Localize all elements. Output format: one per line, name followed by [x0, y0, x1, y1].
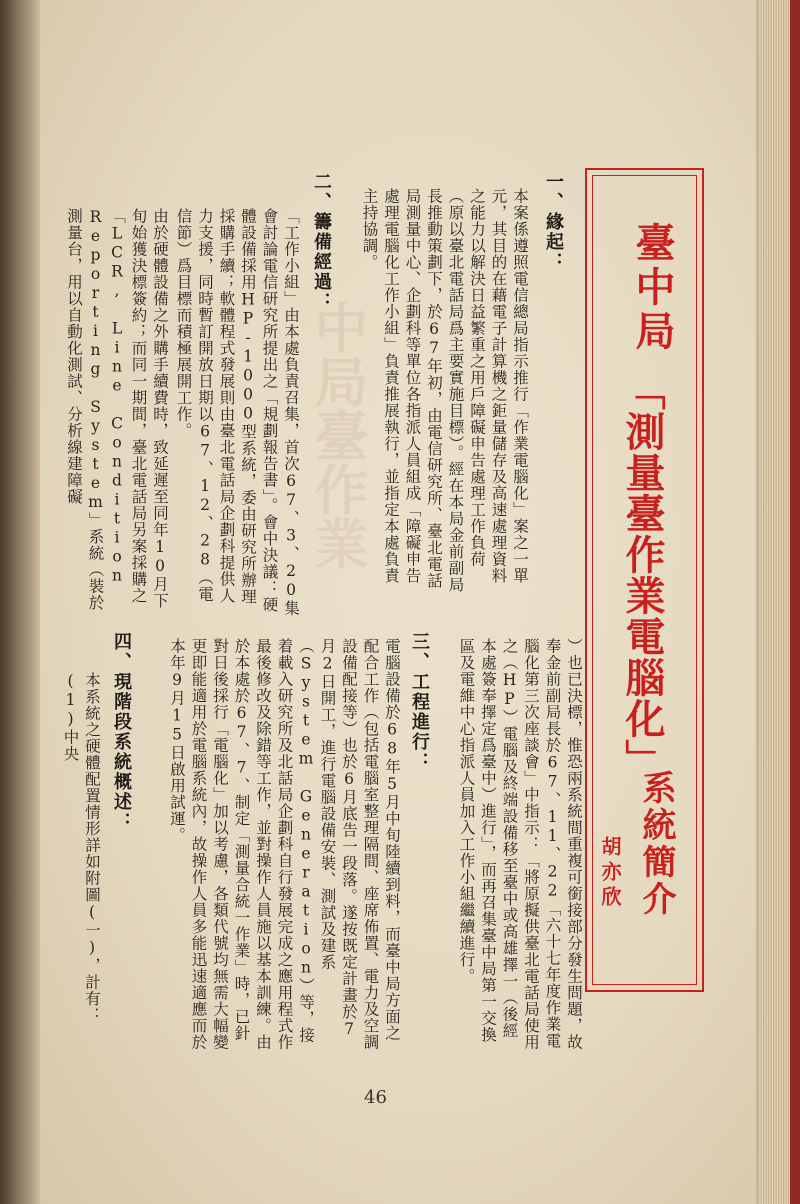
section-4-text: 本系統之硬體配置情形詳如附圖(一)，計有：(1)中央 [61, 672, 101, 1024]
heading-4: 四、現階段系統概述： [111, 632, 132, 832]
heading-1: 一、緣起： [543, 172, 564, 272]
heading-2: 二、籌備經過： [311, 172, 332, 312]
section-3-text: 電腦設備於68年5月中旬陸續到料，而臺中局方面之配合工作（包括電腦室整理隔間、座席佈置、電力及空調設備配接等）也於6月底告一段落。遂按既定計畫於7月2日開工，進行電腦設備安裝、測試及建系（System Generation）等，接着載入研究所及北話局企劃科自行發展完成之應用程式作最後修改及除錯等工作，並對操作人員施以基本訓練。由於本處於67、7、制定「測量合統一作業」時，已針對日後採行「電腦化」加以考慮，各類代號均無需大幅變更即能適用於電腦系統內，故操作人員多能迅速適應而於本年9月15日啟用試運。 [168, 638, 401, 1051]
section-1-text-cont: ）也已決標，惟恐兩系統間重複可銜接部分發生問題，故奉金前副局長於67、11、22「六十七年度作業電腦化第三次座談會」中指示：「將原擬供臺北電話局使用之（HP）電腦及終端設備移至臺中或高雄擇一（後經本處簽奉擇定爲臺中）進行」，而再召集臺中局第一交換區及電維中心指派人員加入工作小組繼續進行。 [457, 638, 583, 1051]
title-part1: 臺中局 [629, 222, 676, 354]
title-part2: 「測量臺作業電腦化」 [619, 370, 666, 780]
section-2-text-cont: 由於硬體設備之外購手續費時，致延遲至同年10月下旬始獲決標簽約；而同一期間，臺北電話局另案採購之「LCR, Line Condition Reporting System」系統（裝於測量台，用以自動化測試、分析線建障礙 [65, 208, 169, 611]
bleed-through: 中局臺作業 [306, 300, 370, 570]
title-author: 胡亦欣 [598, 836, 622, 911]
heading-3: 三、工程進行： [409, 632, 430, 772]
section-1-text: 本案係遵照電信總局指示推行「作業電腦化」案之一單元，其目的在藉電子計算機之鉅量儲存及高速處理資料之能力以解決日益繁重之用戶障礙申告處理工作負荷（原以臺北電話局爲主要實施目標）。經在本局金前副局長推動策劃下，於67年初，由電信研究所、臺北電話局測量中心、企劃科等單位各指派人員組成「障礙申告處理電腦化工作小組」負責推展執行，並指定本處負責主持協調。 [360, 188, 529, 593]
book-cover-edge [790, 0, 800, 1204]
section-2-text: 「工作小組」由本處負責召集，首次67、3、20集會討論電信研究所提出之「規劃報告書」。會中決議：硬體設備採用HP-1000型系統，委由研究所辦理採購手續；軟體程式發展則由臺北電話局企劃科提供人力支援，同時暫訂開放日期以67、12、28（電信節）爲目標而積極展開工作。 [174, 208, 300, 617]
title-part3: 系統簡介 [636, 770, 676, 918]
page-number: 46 [364, 1087, 387, 1108]
